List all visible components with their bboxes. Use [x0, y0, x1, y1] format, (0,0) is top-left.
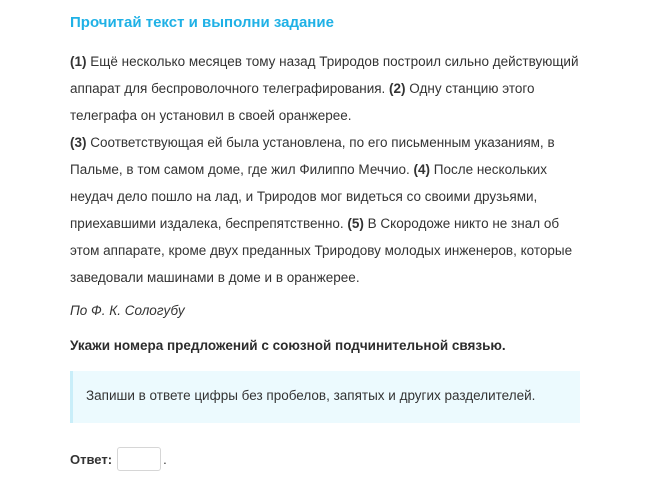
answer-input[interactable]: [117, 447, 161, 471]
sentence-number-2: (2): [389, 81, 406, 96]
sentence-number-3: (3): [70, 135, 87, 150]
sentence-number-5: (5): [347, 216, 364, 231]
sentence-5: В Скородоже никто не знал об этом аппарате, кроме двух преданных Триродову молодых инженеров, которые заведовали машинами в доме и в оранжерее.: [70, 216, 573, 285]
sentence-4: После нескольких неудач дело пошло на лад, и Триродов мог видеться со своими друзьями, приехавшими издалека, беспрепятственно.: [70, 162, 547, 231]
task-title: Прочитай текст и выполни задание: [70, 14, 334, 31]
author-attribution: По Ф. К. Сологубу: [70, 303, 185, 318]
paragraph-2: [70, 129, 590, 291]
sentence-1: Ещё несколько месяцев тому назад Триродов построил сильно действующий аппарат для беспроволочного телеграфирования.: [70, 54, 579, 96]
sentence-number-4: (4): [413, 162, 430, 177]
paragraph-1: [70, 48, 590, 129]
passage-text: [70, 48, 590, 291]
sentence-3: Соответствующая ей была установлена, по его письменным указаниям, в Пальме, в том самом доме, где жил Филиппо Меччио.: [70, 135, 555, 177]
hint-text: Запиши в ответе цифры без пробелов, запятых и других разделителей.: [86, 388, 536, 403]
question-text: Укажи номера предложений с союзной подчинительной связью.: [70, 338, 506, 353]
hint-box: [70, 371, 580, 423]
answer-label: Ответ:: [70, 451, 113, 467]
sentence-number-1: (1): [70, 54, 87, 69]
answer-row: [70, 446, 167, 472]
answer-suffix: .: [163, 451, 167, 467]
sentence-2: Одну станцию этого телеграфа он установил в своей оранжерее.: [70, 81, 535, 123]
